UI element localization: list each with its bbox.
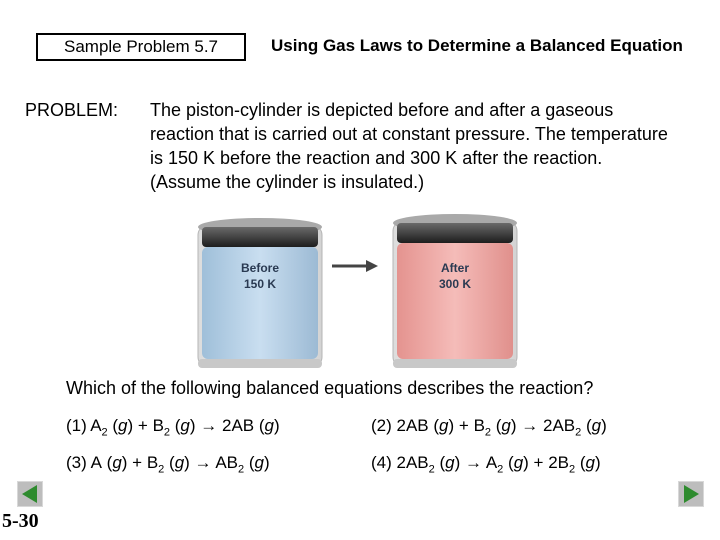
page-number: 5-30 bbox=[2, 510, 39, 532]
after-cylinder-image bbox=[385, 213, 525, 373]
sample-problem-label: Sample Problem 5.7 bbox=[36, 33, 246, 61]
question-text: Which of the following balanced equations describes the reaction? bbox=[66, 378, 594, 398]
after-temperature: 300 K bbox=[438, 277, 472, 291]
before-cylinder bbox=[190, 213, 330, 373]
answer-option-1[interactable]: (1) $A_2$ $(g) + B_2$ (g) → 2AB (g) bbox=[66, 416, 280, 439]
next-arrow-icon[interactable] bbox=[678, 481, 704, 507]
before-cylinder-image bbox=[190, 213, 330, 373]
answer-option-3[interactable]: (3) A $(g) + B_2$ $(g) \to AB_2$ (g) bbox=[66, 453, 270, 476]
reaction-arrow-icon bbox=[330, 258, 380, 274]
after-cylinder bbox=[385, 213, 525, 373]
before-temperature: 150 K bbox=[243, 277, 277, 291]
problem-text: The piston-cylinder is depicted before and after a gaseous reaction that is carried out at constant pressure. The temperature is 150 K before the reaction and 300 K after the reaction. (Assume the cylinder is insulated.) bbox=[150, 100, 668, 192]
answer-option-2[interactable]: (2) 2AB $(g) + B_2$ $(g) \to 2AB_2$ (g) bbox=[371, 416, 607, 439]
after-label: After bbox=[440, 261, 469, 275]
page-title: Using Gas Laws to Determine a Balanced Equation bbox=[271, 36, 683, 55]
problem-label: PROBLEM: bbox=[25, 100, 119, 120]
answer-option-4[interactable]: (4) $2AB_2$ $(g) \to A_2$ $(g) + 2B_2$ (g) bbox=[371, 453, 601, 476]
before-label: Before bbox=[240, 261, 279, 275]
back-arrow-icon[interactable] bbox=[17, 481, 43, 507]
